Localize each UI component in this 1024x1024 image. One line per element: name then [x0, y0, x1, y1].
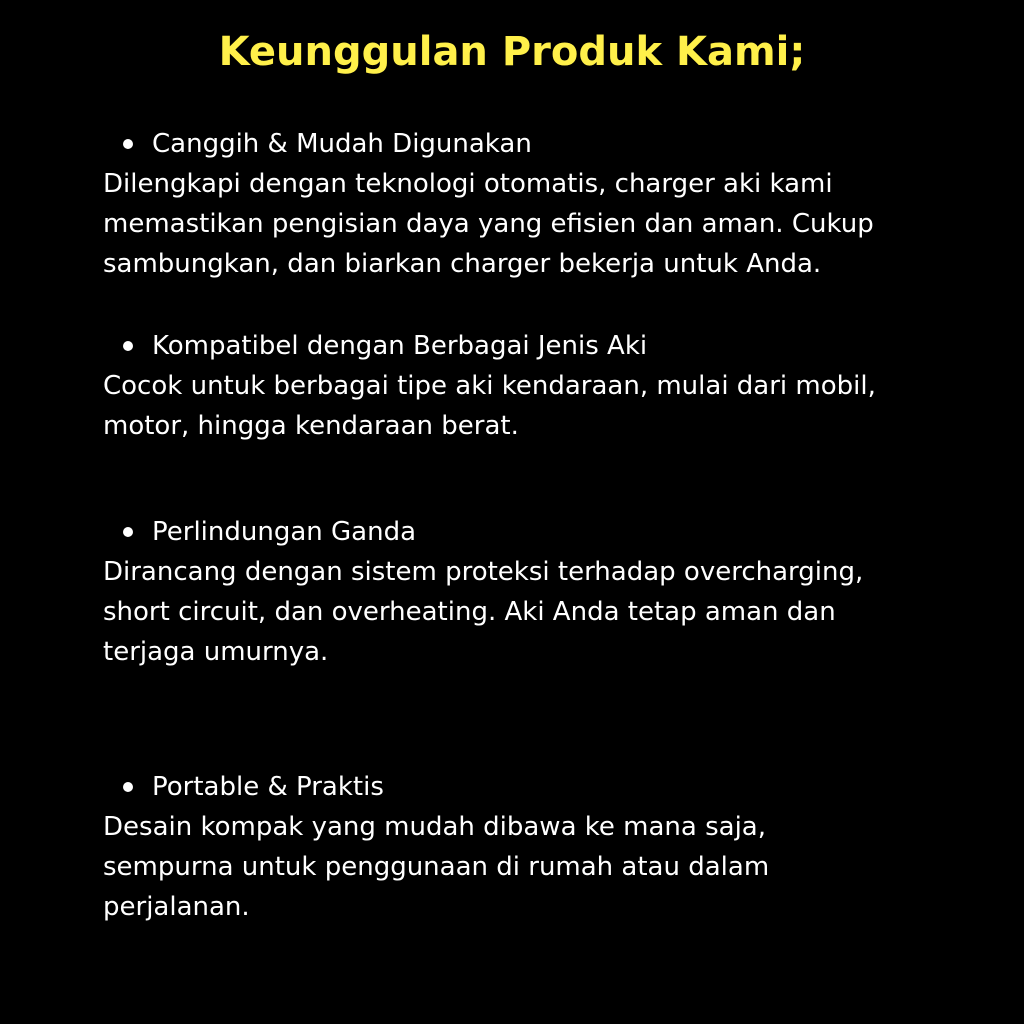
description-line: Cocok untuk berbagai tipe aki kendaraan, mulai dari mobil,	[103, 371, 876, 401]
feature-section-perlindungan	[103, 512, 963, 672]
feature-section-portable	[103, 767, 963, 927]
description-line: Desain kompak yang mudah dibawa ke mana saja,	[103, 812, 766, 842]
description-line: Dirancang dengan sistem proteksi terhadap overcharging,	[103, 557, 864, 587]
feature-bullet	[103, 124, 963, 164]
feature-title: Perlindungan Ganda	[152, 517, 416, 547]
feature-bullet	[103, 767, 963, 807]
description-line: sambungkan, dan biarkan charger bekerja untuk Anda.	[103, 249, 822, 279]
bullet-dot-icon	[123, 139, 133, 149]
description-line: short circuit, dan overheating. Aki Anda tetap aman dan	[103, 597, 836, 627]
description-line: motor, hingga kendaraan berat.	[103, 411, 519, 441]
page-title: Keunggulan Produk Kami;	[218, 29, 806, 75]
description-line: memastikan pengisian daya yang efisien dan aman. Cukup	[103, 209, 874, 239]
feature-title: Canggih & Mudah Digunakan	[152, 129, 532, 159]
feature-title: Kompatibel dengan Berbagai Jenis Aki	[152, 331, 648, 361]
feature-description	[103, 807, 963, 927]
bullet-dot-icon	[123, 782, 133, 792]
description-line: Dilengkapi dengan teknologi otomatis, charger aki kami	[103, 169, 833, 199]
description-line: perjalanan.	[103, 892, 250, 922]
feature-title: Portable & Praktis	[152, 772, 384, 802]
feature-section-canggih	[103, 124, 963, 284]
feature-description	[103, 366, 963, 446]
bullet-dot-icon	[123, 341, 133, 351]
feature-description	[103, 164, 963, 284]
description-line: terjaga umurnya.	[103, 637, 329, 667]
description-line: sempurna untuk penggunaan di rumah atau dalam	[103, 852, 770, 882]
feature-bullet	[103, 326, 963, 366]
feature-description	[103, 552, 963, 672]
feature-section-kompatibel	[103, 326, 963, 446]
bullet-dot-icon	[123, 527, 133, 537]
feature-bullet	[103, 512, 963, 552]
